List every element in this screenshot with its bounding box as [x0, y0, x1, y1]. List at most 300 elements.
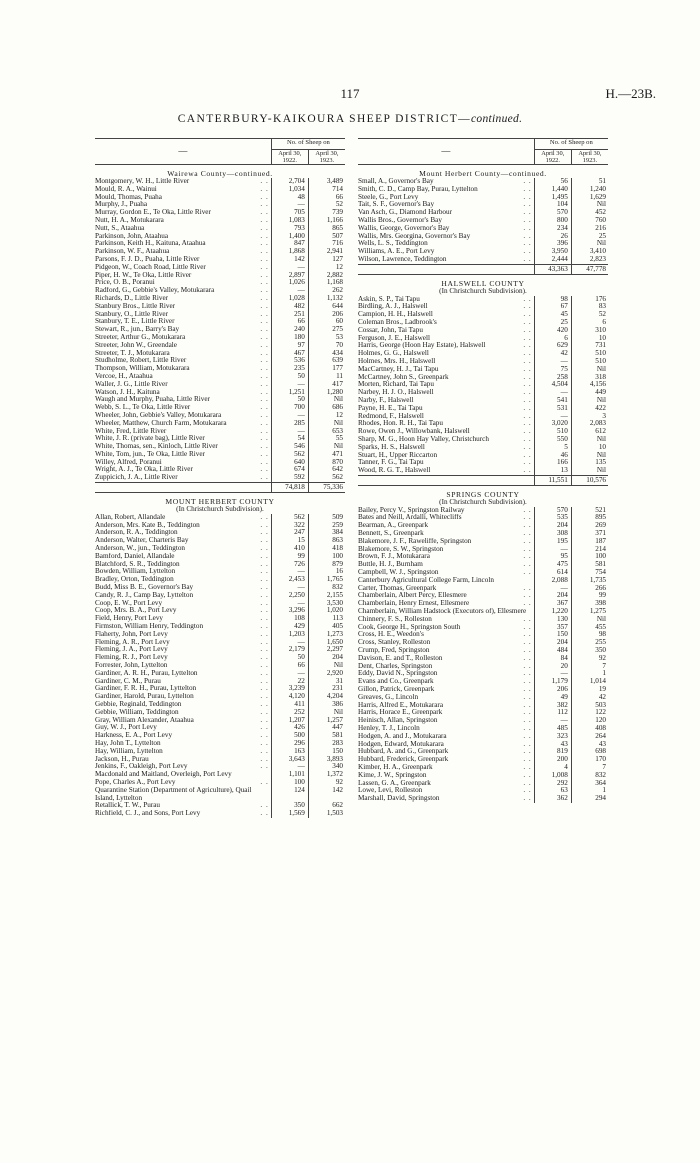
dot-leader: . . [523, 615, 532, 623]
sheep-1922: 411 [271, 701, 308, 709]
header-col-1923 [308, 150, 345, 165]
owner-name: Stanbury Bros., Little River [95, 302, 176, 310]
owner-name: Hubbard, Frederick, Greenpark [358, 756, 449, 764]
sheep-1922: 819 [534, 748, 571, 756]
dot-leader: . . [260, 333, 269, 341]
sheep-1923: 19 [571, 686, 608, 694]
sheep-1922: 206 [534, 686, 571, 694]
sheep-1922: — [534, 585, 571, 593]
dot-leader: . . [523, 748, 532, 756]
table-row [95, 225, 345, 233]
table-row [358, 522, 608, 530]
dot-leader: . . [260, 724, 269, 732]
dot-leader: . . [260, 747, 269, 755]
table-row [358, 741, 608, 749]
sheep-1922: 50 [271, 373, 308, 381]
sheep-1922: 535 [534, 514, 571, 522]
owner-name: Jackson, H., Purau [95, 755, 149, 763]
owner-name: Richards, D., Little River [95, 294, 169, 302]
left-table-header [95, 139, 345, 165]
sheep-1922: 562 [271, 514, 308, 522]
table-row [95, 709, 345, 717]
dot-leader: . . [260, 185, 269, 193]
sheep-1923: 43 [571, 741, 608, 749]
table-row [358, 405, 608, 413]
table-row [358, 546, 608, 554]
table-row [358, 709, 608, 717]
dot-leader: . . [260, 810, 269, 818]
sheep-1922: 2,088 [534, 577, 571, 585]
sheep-1922: 3,296 [271, 607, 308, 615]
owner-name: Holmes, Mrs. H., Halswell [358, 357, 436, 365]
table-row [358, 366, 608, 374]
sheep-1922: 1,203 [271, 631, 308, 639]
sheep-1923: 507 [308, 233, 345, 241]
owner-name: Hodgen, Edward, Motukarara [358, 740, 444, 748]
dot-leader: . . [260, 716, 269, 724]
sheep-1922: 308 [534, 530, 571, 538]
owner-name: Stewart, R., jun., Barry's Bay [95, 326, 180, 334]
sheep-1923: 408 [571, 725, 608, 733]
sheep-1922: 204 [534, 639, 571, 647]
sheep-1923: 832 [571, 772, 608, 780]
table-row [95, 592, 345, 600]
sheep-1923: 405 [308, 623, 345, 631]
header-col-1922-line1: April 30, [278, 150, 302, 157]
sheep-1922: 142 [271, 256, 308, 264]
owner-name: Tanner, F. G., Tai Tapu [358, 459, 424, 467]
sheep-1923: Nil [571, 366, 608, 374]
table-row [358, 240, 608, 248]
title-suffix: continued. [471, 113, 523, 125]
owner-name: Dent, Charles, Springston [358, 662, 433, 670]
total-1922: 74,818 [271, 483, 308, 493]
sheep-1923: 4,204 [308, 693, 345, 701]
owner-name: Guy, W. J., Port Levy [95, 724, 157, 732]
dot-leader: . . [523, 381, 532, 389]
owner-name: Cross, H. E., Weedon's [358, 631, 424, 639]
dot-leader: . . [523, 623, 532, 631]
sheep-1922: 5 [534, 444, 571, 452]
table-row [95, 724, 345, 732]
sheep-1923: 31 [308, 678, 345, 686]
table-row [358, 717, 608, 725]
sheep-1922: 1,868 [271, 248, 308, 256]
sheep-1923: 3,489 [308, 178, 345, 186]
table-row [95, 662, 345, 670]
county-heading: SPRINGS COUNTY [446, 489, 520, 499]
dot-leader: . . [260, 693, 269, 701]
total-row [358, 475, 608, 485]
dot-leader: . . [523, 732, 532, 740]
sheep-1923: 92 [571, 655, 608, 663]
table-row [358, 647, 608, 655]
sheep-1923: 1,650 [308, 639, 345, 647]
dot-leader: . . [260, 646, 269, 654]
dot-leader: . . [523, 178, 532, 185]
dot-leader: . . [260, 662, 269, 670]
table-row [358, 577, 608, 585]
table-row [95, 787, 345, 803]
table-row [95, 295, 345, 303]
table-row [358, 303, 608, 311]
table-row [95, 311, 345, 319]
owner-name: Wright, A. J., Te Oka, Little River [95, 466, 193, 474]
sheep-1922: 382 [534, 702, 571, 710]
owner-name: Hodgen, A. and J., Motukarara [358, 732, 447, 740]
dot-leader: . . [523, 686, 532, 694]
dot-leader: . . [260, 615, 269, 623]
header-col-1923-line1: April 30, [578, 150, 602, 157]
owner-name: Richfield, C. J., and Sons, Port Levy [95, 810, 201, 818]
sheep-1923: 3,893 [308, 756, 345, 764]
sheep-1922: 2,250 [271, 592, 308, 600]
owner-name: Streeter, Arthur G., Motukarara [95, 333, 186, 341]
owner-name: Rowe, Owen J., Willowbank, Halswell [358, 428, 470, 436]
sheep-1923: 55 [308, 435, 345, 443]
table-row [95, 545, 345, 553]
table-row [358, 663, 608, 671]
dot-leader: . . [260, 708, 269, 716]
owner-name: Harris, Horace E., Greenpark [358, 709, 443, 717]
dot-leader: . . [523, 373, 532, 381]
sheep-1922: 15 [271, 537, 308, 545]
table-row [95, 443, 345, 451]
owner-name: Firmston, William Henry, Teddington [95, 623, 204, 631]
owner-name: Greaves, G., Lincoln [358, 693, 419, 701]
owner-name: Mould, Thomas, Puaha [95, 193, 162, 201]
sheep-1922: 1,008 [534, 772, 571, 780]
sheep-1922: 1,569 [271, 810, 308, 818]
table-row [358, 631, 608, 639]
owner-name: White, J. R. (private bag), Little River [95, 435, 205, 443]
sheep-1922: — [271, 584, 308, 592]
header-col-1922-line2: 1922. [545, 157, 560, 164]
sheep-1923: 503 [571, 702, 608, 710]
sheep-1923: 562 [308, 474, 345, 482]
sheep-1922: 541 [534, 397, 571, 405]
sheep-1923: 644 [308, 303, 345, 311]
sheep-1923: 259 [308, 522, 345, 530]
table-row [358, 655, 608, 663]
sheep-1922: 292 [534, 780, 571, 788]
dot-leader: . . [523, 185, 532, 193]
table-row [95, 623, 345, 631]
sheep-1922: 49 [534, 694, 571, 702]
sheep-1922: 1,495 [534, 194, 571, 202]
dot-leader: . . [260, 279, 269, 287]
dot-leader: . . [523, 248, 532, 256]
header-col-1923 [571, 150, 608, 165]
table-row [358, 678, 608, 686]
table-row [358, 795, 608, 803]
table-row [358, 296, 608, 304]
dot-leader: . . [523, 670, 532, 678]
sheep-1922: 705 [271, 209, 308, 217]
owner-name: Wood, R. G. T., Halswell [358, 467, 431, 475]
owner-name: Parsons, F. J. D., Puaha, Little River [95, 255, 200, 263]
sheep-1922: — [534, 389, 571, 397]
sheep-1923: 52 [308, 201, 345, 209]
owner-name: Davison, E. and T., Rolleston [358, 654, 443, 662]
owner-name: Anderson, R. A., Teddington [95, 529, 178, 537]
table-row [358, 530, 608, 538]
table-row [358, 608, 608, 616]
sheep-1922: 674 [271, 466, 308, 474]
sheep-1922: 247 [271, 529, 308, 537]
owner-name: Small, A., Governor's Bay [358, 178, 434, 185]
table-row [95, 639, 345, 647]
sheep-1923: 434 [308, 350, 345, 358]
dot-leader: . . [260, 669, 269, 677]
sheep-1922: — [271, 264, 308, 272]
sheep-1923: 12 [308, 412, 345, 420]
owner-name: Payne, H. E., Tai Tapu [358, 404, 423, 412]
owner-name: Evans and Co., Greenpark [358, 678, 434, 686]
header-col-1922 [271, 150, 308, 165]
table-row [95, 474, 345, 482]
sheep-1923: 51 [571, 178, 608, 186]
table-row [358, 569, 608, 577]
sheep-1923: 653 [308, 428, 345, 436]
table-row [358, 780, 608, 788]
sheep-1923: 509 [308, 514, 345, 522]
header-group-label: No. of Sheep on [534, 139, 608, 150]
table-row [358, 756, 608, 764]
owner-name: Steele, G., Port Levy [358, 193, 419, 201]
owner-name: Kimber, H. A., Greenpark [358, 763, 433, 771]
owner-name: Jenkins, F., Oakleigh, Port Levy [95, 763, 188, 771]
dot-leader: . . [523, 467, 532, 475]
sheep-1923: 53 [308, 334, 345, 342]
sheep-1922: 195 [534, 538, 571, 546]
table-row [95, 326, 345, 334]
sheep-1922: 6 [534, 335, 571, 343]
dot-leader: . . [260, 474, 269, 482]
table-row [358, 702, 608, 710]
dot-leader: . . [260, 685, 269, 693]
owner-name: Montgomery, W. H., Little River [95, 178, 190, 185]
dot-leader: . . [523, 255, 532, 263]
dot-leader: . . [523, 396, 532, 404]
owner-name: Bradley, Orton, Teddington [95, 576, 174, 584]
owner-name: Radford, G., Gebbie's Valley, Motukarara [95, 287, 215, 295]
owner-name: Harris, George (Hoon Hay Estate), Halswell [358, 342, 486, 350]
dot-leader: . . [523, 435, 532, 443]
sheep-1923: 642 [308, 466, 345, 474]
county-heading: Wairewa County—continued. [167, 169, 273, 178]
table-row [95, 459, 345, 467]
sheep-1922: 475 [534, 561, 571, 569]
owner-name: Wilson, Lawrence, Teddington [358, 255, 447, 263]
sheep-1923: 177 [308, 365, 345, 373]
sheep-1923: 1 [571, 787, 608, 795]
owner-name: Lassen, G. A., Greenpark [358, 779, 431, 787]
owner-name: Coleman Bros., Ladbrook's [358, 318, 437, 326]
owner-name: Willey, Alfred, Poranui [95, 458, 162, 466]
sheep-1923: 1,132 [308, 295, 345, 303]
sheep-1923: 52 [571, 311, 608, 319]
table-row [358, 553, 608, 561]
owner-name: Thompson, William, Motukarara [95, 365, 190, 373]
sheep-1923: 581 [308, 732, 345, 740]
table-row [358, 311, 608, 319]
sheep-1923: Nil [571, 467, 608, 475]
table-row [358, 787, 608, 795]
owner-name: Bailey, Percy V., Springston Railway [358, 506, 465, 514]
sheep-1923: 70 [308, 342, 345, 350]
table-row [358, 538, 608, 546]
sheep-1923: 100 [571, 553, 608, 561]
sheep-1922: 1,220 [534, 608, 571, 616]
owner-name: Coop, Mrs. B. A., Port Levy [95, 607, 177, 615]
table-row [95, 771, 345, 779]
sheep-1923: 3 [571, 413, 608, 421]
sheep-1922: 20 [534, 663, 571, 671]
owner-name: Fleming, A. R., Port Levy [95, 638, 170, 646]
sheep-1923: 66 [308, 194, 345, 202]
owner-name: Blakemore, S. W., Springston [358, 545, 444, 553]
owner-name: Rhodes, Hon. R. H., Tai Tapu [358, 420, 443, 428]
owner-name: Bearman, A., Greenpark [358, 522, 429, 530]
owner-name: Cross, Stanley, Rolleston [358, 639, 431, 647]
sheep-1923: 2,941 [308, 248, 345, 256]
dot-leader: . . [523, 779, 532, 787]
dot-leader: . . [260, 419, 269, 427]
subdivision-row [95, 506, 345, 514]
table-row [95, 357, 345, 365]
sheep-1922: — [534, 358, 571, 366]
sheep-1922: 46 [534, 452, 571, 460]
sheep-1922: 13 [534, 467, 571, 475]
dot-leader: . . [523, 334, 532, 342]
table-row [358, 178, 608, 186]
owner-name: Parkinson, John, Ataahua [95, 232, 169, 240]
dot-leader: . . [260, 404, 269, 412]
table-row [358, 592, 608, 600]
dot-leader: . . [260, 591, 269, 599]
owner-name: Stanbury, T. E., Little River [95, 318, 175, 326]
owner-name: Chamberlain, Albert Percy, Ellesmere [358, 592, 467, 600]
sheep-1922: 42 [534, 350, 571, 358]
sheep-1922: — [271, 670, 308, 678]
owner-name: Wheeler, Matthew, Church Farm, Motukarara [95, 419, 227, 427]
sheep-1923: 1,765 [308, 576, 345, 584]
sheep-1923: 2,083 [571, 420, 608, 428]
sheep-1922: 84 [534, 655, 571, 663]
sheep-1922: 570 [534, 209, 571, 217]
sheep-1922: 48 [271, 194, 308, 202]
dot-leader: . . [523, 717, 532, 725]
owner-name: Piper, H. W., Te Oka, Little River [95, 271, 192, 279]
dot-leader: . . [523, 389, 532, 397]
table-row [358, 748, 608, 756]
sheep-1922: 252 [271, 709, 308, 717]
table-row [358, 413, 608, 421]
owner-name: MacCartney, H. J., Tai Tapu [358, 365, 439, 373]
sheep-1923: 350 [571, 647, 608, 655]
dot-leader: . . [523, 553, 532, 561]
sheep-1923: 2,920 [308, 670, 345, 678]
owner-name: Campbell, W. J., Springston [358, 569, 439, 577]
owner-name: White, Fred, Little River [95, 427, 167, 435]
subdivision-note: (In Christchurch Subdivision). [176, 506, 264, 514]
dot-leader: . . [260, 411, 269, 419]
table-row [95, 615, 345, 623]
sheep-1923: 754 [571, 569, 608, 577]
owner-name: Wallis, Mrs. Georgina, Governor's Bay [358, 232, 471, 240]
sheep-1922: 1,028 [271, 295, 308, 303]
owner-name: Parkinson, Keith H., Kaituna, Ataahua [95, 240, 206, 248]
sheep-1922: 56 [534, 178, 571, 186]
total-1923: 75,336 [308, 483, 345, 493]
dot-leader: . . [523, 404, 532, 412]
owner-name: Gardiner, C. M., Purau [95, 677, 161, 685]
dot-leader: . . [260, 755, 269, 763]
sheep-1922: 251 [271, 311, 308, 319]
header-col-1922-line1: April 30, [541, 150, 565, 157]
subdivision-row [358, 499, 608, 507]
sheep-1922: 66 [271, 662, 308, 670]
owner-name: Flaherty, John, Port Levy [95, 630, 168, 638]
owner-name: Stuart, H., Upper Riccarton [358, 451, 438, 459]
total-row [95, 483, 345, 493]
table-row [358, 389, 608, 397]
sheep-1923: 135 [571, 459, 608, 467]
header-col-1922 [534, 150, 571, 165]
dot-leader: . . [260, 341, 269, 349]
sheep-1922: — [271, 287, 308, 295]
right-table-header [358, 139, 608, 165]
table-row [95, 779, 345, 787]
table-row [95, 740, 345, 748]
table-row [95, 178, 345, 186]
sheep-1923: 386 [308, 701, 345, 709]
dot-leader: . . [523, 350, 532, 358]
sheep-1923: 122 [571, 709, 608, 717]
dot-leader: . . [523, 584, 532, 592]
county-heading-row [95, 497, 345, 506]
dot-leader: . . [523, 795, 532, 803]
sheep-1922: 130 [534, 616, 571, 624]
table-row [95, 678, 345, 686]
sheep-1923: 2,823 [571, 256, 608, 264]
sheep-1923: 686 [308, 404, 345, 412]
sheep-1922: 99 [271, 553, 308, 561]
table-row [95, 522, 345, 530]
header-group-label: No. of Sheep on [271, 139, 345, 150]
owner-name: Narby, F., Halswell [358, 396, 414, 404]
table-row [95, 561, 345, 569]
sheep-1923: 731 [571, 342, 608, 350]
table-row [358, 507, 608, 515]
owner-name: Budd, Miss B. E., Governor's Bay [95, 584, 194, 592]
owner-name: Gardiner, F. R. H., Purau, Lyttelton [95, 685, 197, 693]
owner-name: Blakemore, J. F., Raweliffe, Springston [358, 537, 472, 545]
sheep-1923: 1,240 [571, 186, 608, 194]
dot-leader: . . [260, 193, 269, 201]
sheep-1923: 1 [571, 670, 608, 678]
dot-leader: . . [523, 514, 532, 522]
sheep-1923: 113 [308, 615, 345, 623]
sheep-1923: 422 [571, 405, 608, 413]
sheep-1922: 108 [271, 615, 308, 623]
sheep-1922: 1,026 [271, 279, 308, 287]
sheep-1922: — [534, 670, 571, 678]
sheep-1922: 112 [534, 709, 571, 717]
dot-leader: . . [523, 451, 532, 459]
sheep-1922: 847 [271, 240, 308, 248]
